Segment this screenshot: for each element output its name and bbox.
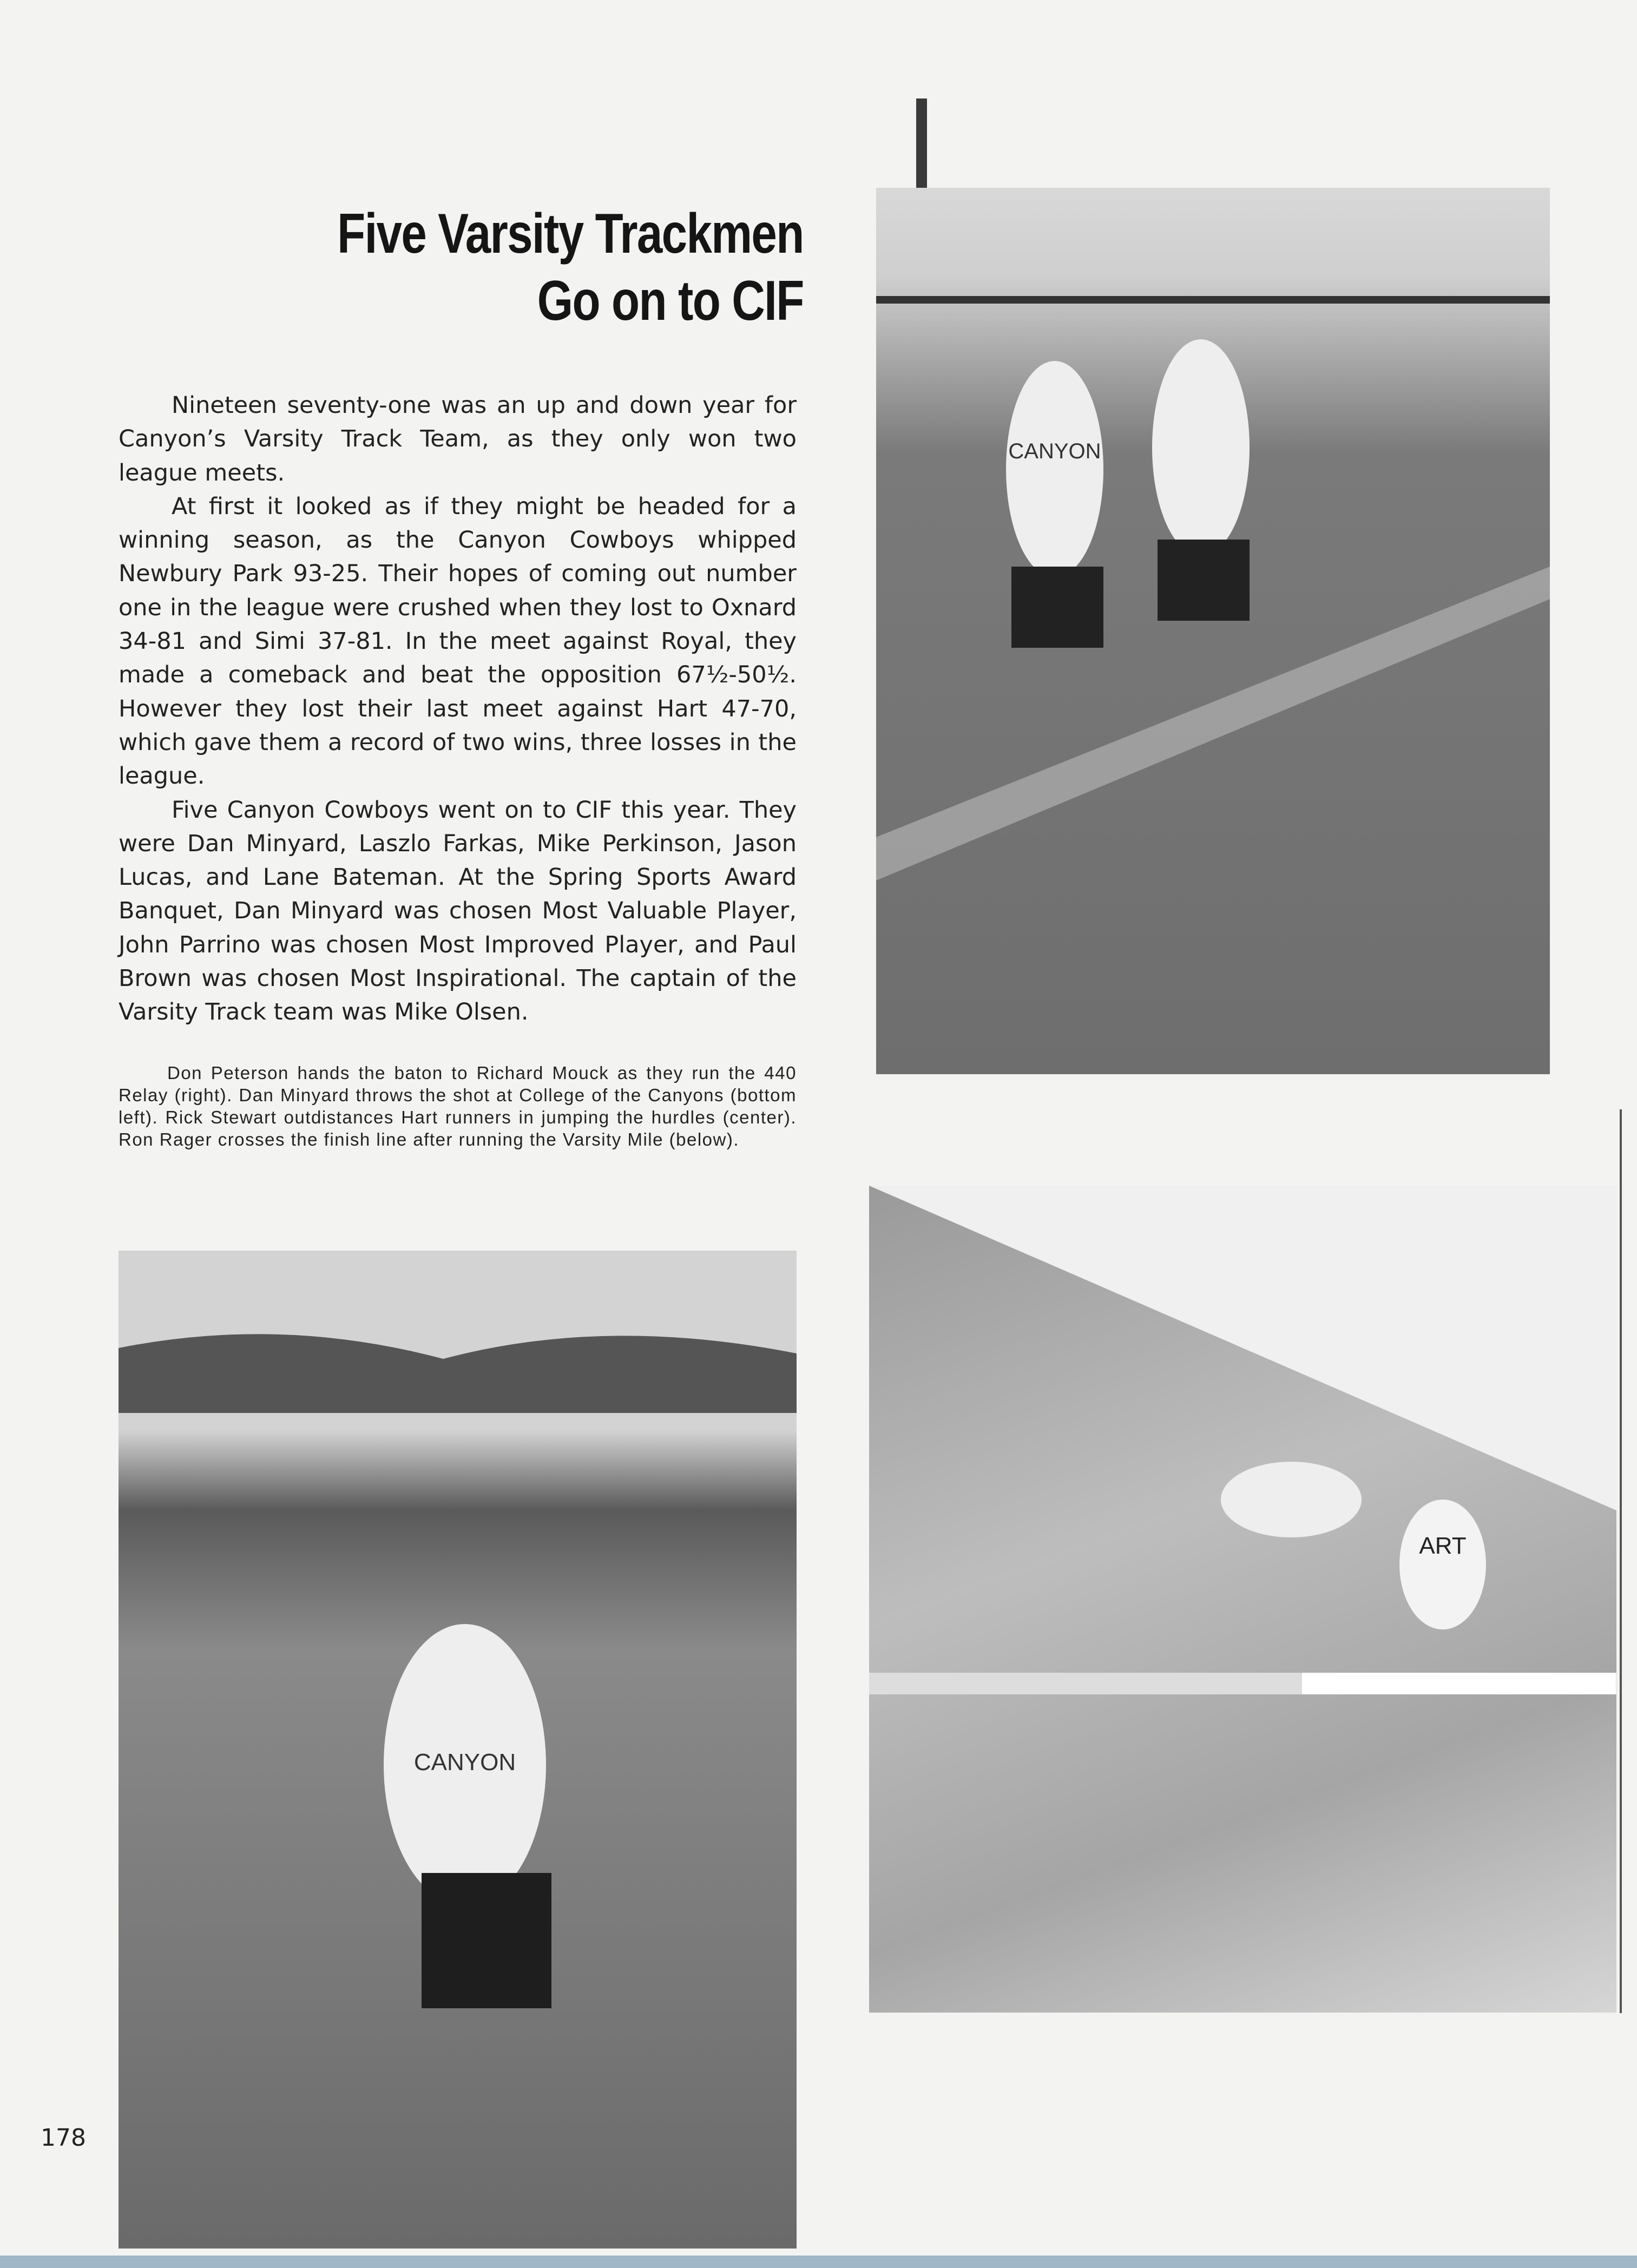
hurdles-scene <box>869 1186 1616 2013</box>
page-edge <box>1620 1109 1622 2013</box>
title-line-1: Five Varsity Trackmen <box>337 202 804 265</box>
article-body <box>119 389 797 1029</box>
jersey-text: CANYON <box>413 1749 516 1776</box>
runner-1-shirt <box>1006 361 1103 577</box>
sky <box>869 1186 1616 1510</box>
paragraph: Nineteen seventy-one was an up and down year for Canyon’s Varsity Track Team, as they only won two league meets. <box>119 392 797 487</box>
title-line-2: Go on to CIF <box>537 269 804 332</box>
fence <box>876 296 1550 304</box>
photo-caption: Don Peterson hands the baton to Richard Mouck as they run the 440 Relay (right). Dan Minyard throws the shot at College of the Canyons (bottom left). Rick Stewart outdistances Hart runners in jumping the hurdles (center). Ron Rager crosses the finish line after running the Varsity Mile (below). <box>119 1063 797 1149</box>
paragraph: Five Canyon Cowboys went on to CIF this year. They were Dan Minyard, Laszlo Farkas, Mike Perkinson, Jason Lucas, and Lane Bateman. At the Spring Sports Award Banquet, Dan Minyard was chosen Most Valuable Player, John Parrino was chosen Most Improved Player, and Paul Brown was chosen Most Inspirational. The captain of the Varsity Track team was Mike Olsen. <box>119 796 797 1026</box>
runner-1-shorts <box>1011 567 1103 648</box>
hurdler-shirt <box>1221 1462 1362 1537</box>
jersey-text: ART <box>1419 1533 1467 1559</box>
mile-scene <box>119 1251 797 2249</box>
runner-2-shirt <box>1152 339 1250 556</box>
page-title <box>337 200 804 334</box>
relay-scene <box>876 188 1550 1074</box>
photo-relay <box>876 188 1550 1074</box>
paragraph: At first it looked as if they might be headed for a winning season, as the Canyon Cowboys whipped Newbury Park 93-25. Their hopes of coming out number one in the league were crushed when they lost to Oxnard 34-81 and Simi 37-81. In the meet against Royal, they made a comeback and beat the opposition 67½-50½. However they lost their last meet against Hart 47-70, which gave them a record of two wins, three losses in the league. <box>119 492 797 790</box>
page-number: 178 <box>41 2124 86 2152</box>
hills <box>119 1334 797 1413</box>
hurdle-white <box>1302 1673 1616 1694</box>
photo-mile <box>119 1251 797 2249</box>
runner-2-shorts <box>1158 540 1250 621</box>
photo-hurdles <box>869 1186 1616 2013</box>
jersey-text: CANYON <box>1008 439 1101 463</box>
hart-runner <box>1399 1500 1486 1629</box>
runner-shorts <box>422 1873 551 2008</box>
scan-border <box>0 2256 1637 2268</box>
